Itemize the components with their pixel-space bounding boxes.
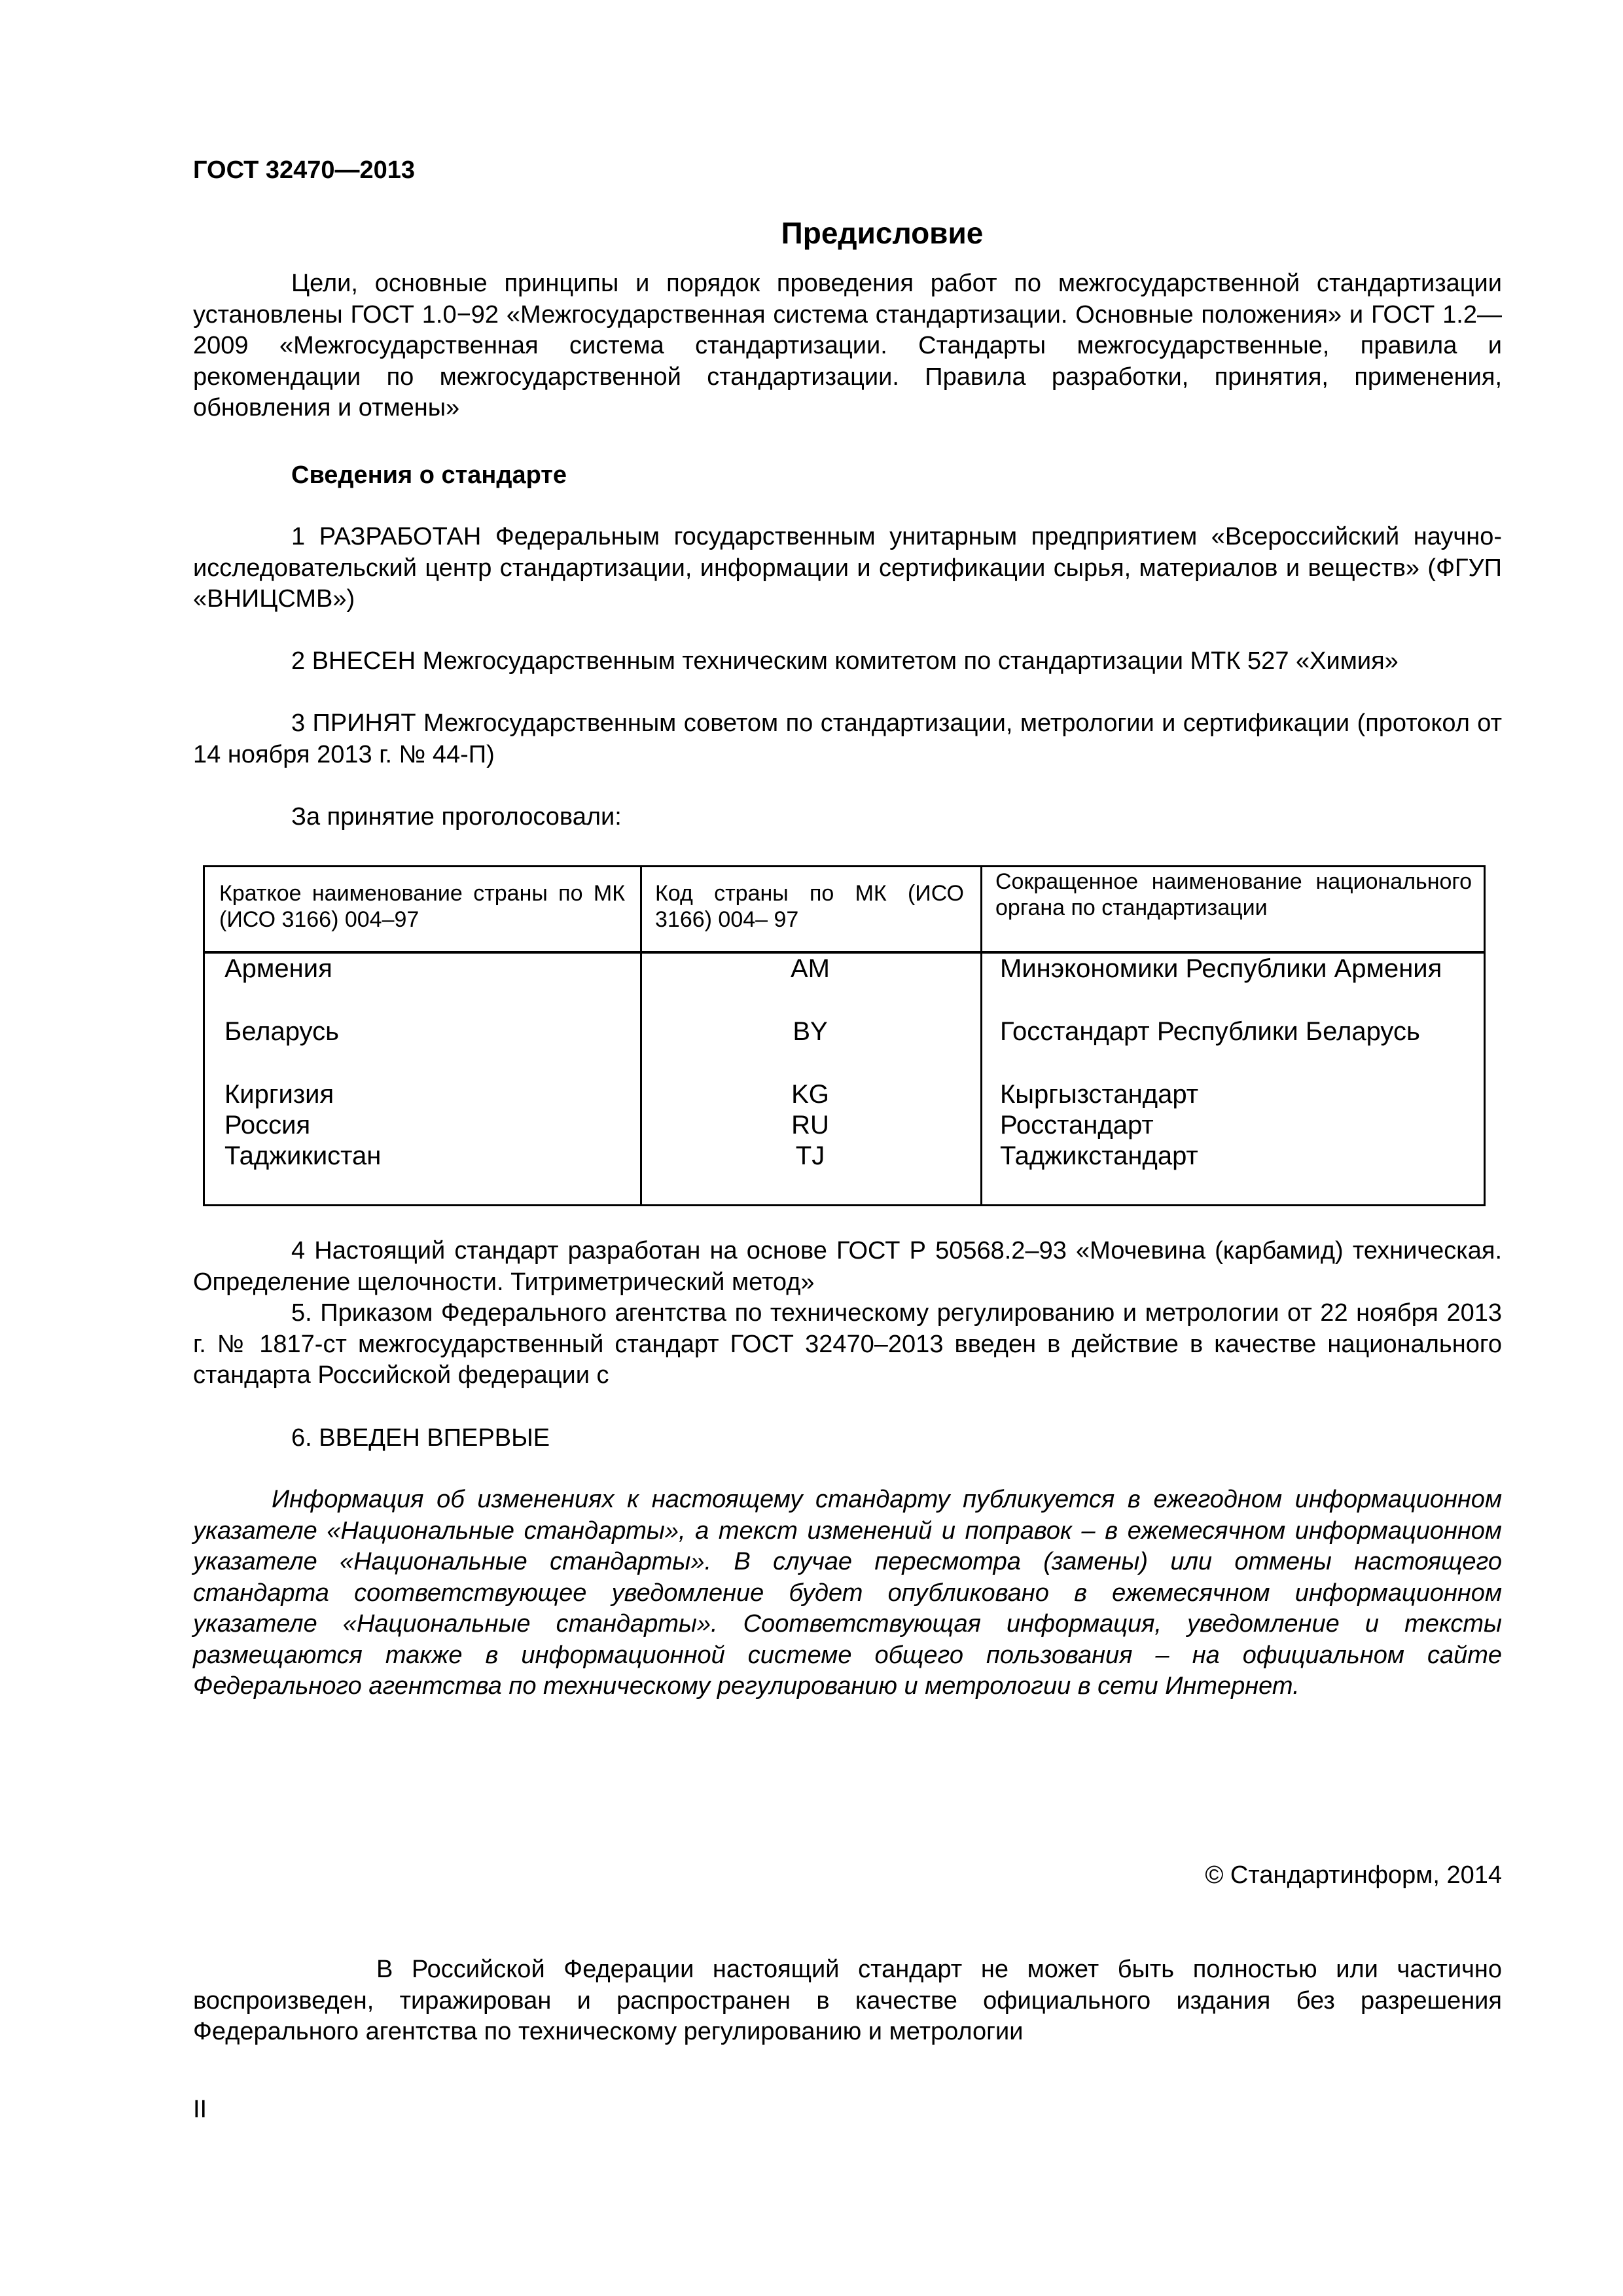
cell-code: AM	[791, 954, 830, 983]
cell-code: TJ	[795, 1141, 825, 1170]
cell-code: KG	[791, 1080, 829, 1109]
item-2-introduced: 2 ВНЕСЕН Межгосударственным техническим комитетом по стандартизации МТК 527 «Химия»	[291, 647, 1399, 675]
voted-label: За принятие проголосовали:	[291, 803, 622, 831]
cell-body: Таджикстандарт	[1000, 1141, 1198, 1170]
document-id: ГОСТ 32470—2013	[193, 156, 416, 184]
voting-countries-table	[203, 865, 1486, 1206]
section-heading: Сведения о стандарте	[291, 461, 567, 489]
table-header	[205, 867, 1484, 954]
cell-body: Росстандарт	[1000, 1111, 1154, 1139]
header-standards-body: Сокращенное наименование национального органа по стандартизации	[995, 869, 1472, 920]
item-3-adopted: 3 ПРИНЯТ Межгосударственным советом по стандартизации, метрологии и сертификации (протокол от 14 ноября 2013 г. № 44-П)	[193, 709, 1502, 768]
header-country-name: Краткое наименование страны по МК (ИСО 3166) 004–97	[219, 881, 625, 932]
cell-country: Армения	[224, 954, 332, 983]
page-number: II	[193, 2096, 207, 2123]
cell-body: Минэкономики Республики Армения	[1000, 954, 1442, 983]
cell-body: Госстандарт Республики Беларусь	[1000, 1017, 1420, 1046]
changes-info-note: Информация об изменениях к настоящему стандарту публикуется в ежегодном информационном указателе «Национальные стандарты», а текст изменений и поправок – в ежемесячном информационном указателе «Национальные стандарты». В случае пересмотра (замены) или отмены настоящего стандарта соответствующее уведомление будет опубликовано в ежемесячном информационном указателе «Национальные стандарты». Соответствующая информация, уведомление и тексты размещаются также в информационной системе общего пользования – на официальном сайте Федерального агентства по техническому регулированию и метрологии в сети Интернет.	[193, 1486, 1502, 1700]
copyright-notice: © Стандартинформ, 2014	[1205, 1861, 1502, 1889]
item-1-developed: 1 РАЗРАБОТАН Федеральным государственным унитарным предприятием «Всероссийский научно-исследовательский центр стандартизации, информации и сертификации сырья, материалов и веществ» (ФГУП «ВНИЦСМВ»)	[193, 523, 1502, 613]
cell-country: Беларусь	[224, 1017, 339, 1046]
header-country-code: Код страны по МК (ИСО 3166) 004– 97	[655, 881, 964, 932]
item-4-basis: 4 Настоящий стандарт разработан на основе ГОСТ Р 50568.2–93 «Мочевина (карбамид) техническая. Определение щелочности. Титриметрический метод»	[193, 1237, 1502, 1296]
cell-body: Кыргызстандарт	[1000, 1080, 1199, 1109]
cell-country: Киргизия	[224, 1080, 334, 1109]
reproduction-notice: В Российской Федерации настоящий стандарт не может быть полностью или частично воспроизведен, тиражирован и распространен в качестве официального издания без разрешения Федерального агентства по техническому регулированию и метрологии	[193, 1956, 1502, 2045]
cell-country: Россия	[224, 1111, 311, 1139]
cell-code: BY	[793, 1017, 828, 1046]
cell-country: Таджикистан	[224, 1141, 382, 1170]
item-6-first-introduced: 6. ВВЕДЕН ВПЕРВЫЕ	[291, 1424, 550, 1452]
cell-code: RU	[791, 1111, 829, 1139]
item-5-order: 5. Приказом Федерального агентства по техническому регулированию и метрологии от 22 ноября 2013 г. № 1817-ст межгосударственный стандарт ГОСТ 32470–2013 введен в действие в качестве национального стандарта Российской федерации с	[193, 1299, 1502, 1389]
intro-paragraph: Цели, основные принципы и порядок проведения работ по межгосударственной стандартизации установлены ГОСТ 1.0−92 «Межгосударственная система стандартизации. Основные положения» и ГОСТ 1.2—2009 «Межгосударственная система стандартизации. Стандарты межгосударственные, правила и рекомендации по межгосударственной стандартизации. Правила разработки, принятия, применения, обновления и отмены»	[193, 270, 1502, 422]
page-title: Предисловие	[781, 216, 984, 250]
